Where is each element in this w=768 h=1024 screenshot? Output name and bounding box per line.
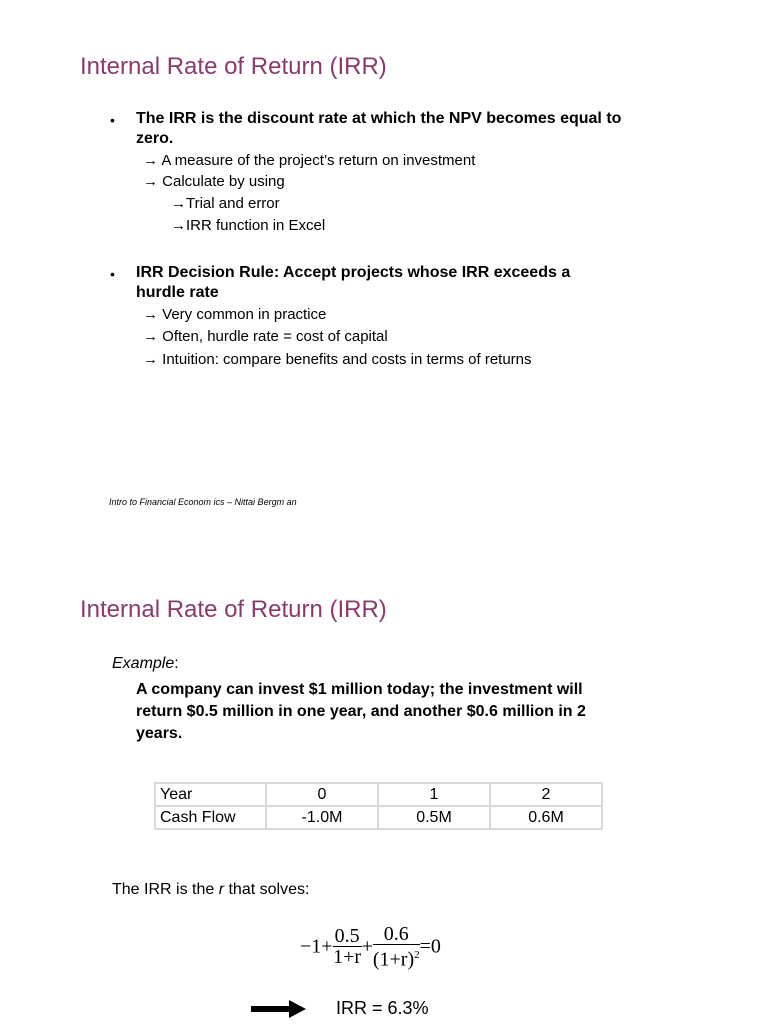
solves-pre: The IRR is the [112, 881, 219, 898]
bullet1-sub-3: →Trial and error [171, 195, 280, 212]
table-cell: 0 [266, 783, 378, 806]
bullet1-line2: zero. [136, 130, 174, 147]
table-row [155, 783, 602, 806]
eq-num2: 0.6 [373, 924, 420, 945]
table-cell: 0.6M [490, 806, 602, 829]
eq-den2: (1+r) [372, 948, 415, 971]
table-cell: -1.0M [266, 806, 378, 829]
eq-den2-wrap [373, 945, 420, 970]
example-line-2: return $0.5 million in one year, and another $0.6 million in 2 [136, 703, 586, 720]
bullet1-sub-4: →IRR function in Excel [171, 217, 326, 234]
solves-var: r [218, 881, 225, 898]
eq-lead: −1+ [300, 935, 333, 958]
bullet-marker: • [110, 266, 115, 282]
cash-flow-table [154, 782, 603, 830]
bullet1-sub-2: → Calculate by using [143, 173, 285, 190]
example-colon: : [174, 655, 179, 672]
bullet-marker: • [110, 112, 115, 128]
eq-den2-exp: 2 [414, 949, 420, 961]
bullet2-line1 [136, 264, 570, 282]
arrow-right-icon [251, 999, 307, 1019]
eq-fraction-2 [373, 924, 420, 970]
table-cell: 2 [490, 783, 602, 806]
bullet1-sub-1: → A measure of the project’s return on investment [143, 152, 476, 169]
example-label: Example [112, 655, 175, 672]
solves-post: that solves: [224, 881, 310, 898]
irr-result: IRR = 6.3% [336, 998, 429, 1018]
eq-fraction-1 [333, 926, 362, 967]
table-cell: 1 [378, 783, 490, 806]
decision-rule-text: : Accept projects whose IRR exceeds a [273, 264, 571, 281]
table-cell: 0.5M [378, 806, 490, 829]
bullet2-sub-3: → Intuition: compare benefits and costs in terms of returns [143, 351, 532, 368]
slide-footer: Intro to Financial Econom ics – Nittai Bergm an [109, 497, 297, 507]
eq-num1: 0.5 [334, 925, 360, 948]
eq-den1: 1+r [333, 946, 362, 969]
irr-solves-text [112, 881, 309, 899]
example-line-3: years. [136, 725, 183, 742]
eq-plus: + [361, 935, 373, 958]
table-row [155, 806, 602, 829]
slide1-title: Internal Rate of Return (IRR) [80, 53, 387, 80]
eq-tail: =0 [419, 935, 441, 958]
example-heading [112, 655, 179, 673]
slide2-title: Internal Rate of Return (IRR) [80, 596, 387, 623]
example-line-1: A company can invest $1 million today; the investment will [136, 681, 583, 698]
bullet2-sub-1: → Very common in practice [143, 306, 327, 323]
bullet1-line1: The IRR is the discount rate at which the NPV becomes equal to [136, 110, 622, 127]
bullet2-sub-2: → Often, hurdle rate = cost of capital [143, 328, 388, 345]
table-cell: Year [155, 783, 266, 806]
decision-rule-label: IRR Decision Rule [136, 264, 274, 281]
bullet2-line2: hurdle rate [136, 284, 219, 301]
table-cell: Cash Flow [155, 806, 266, 829]
irr-equation [300, 924, 441, 970]
